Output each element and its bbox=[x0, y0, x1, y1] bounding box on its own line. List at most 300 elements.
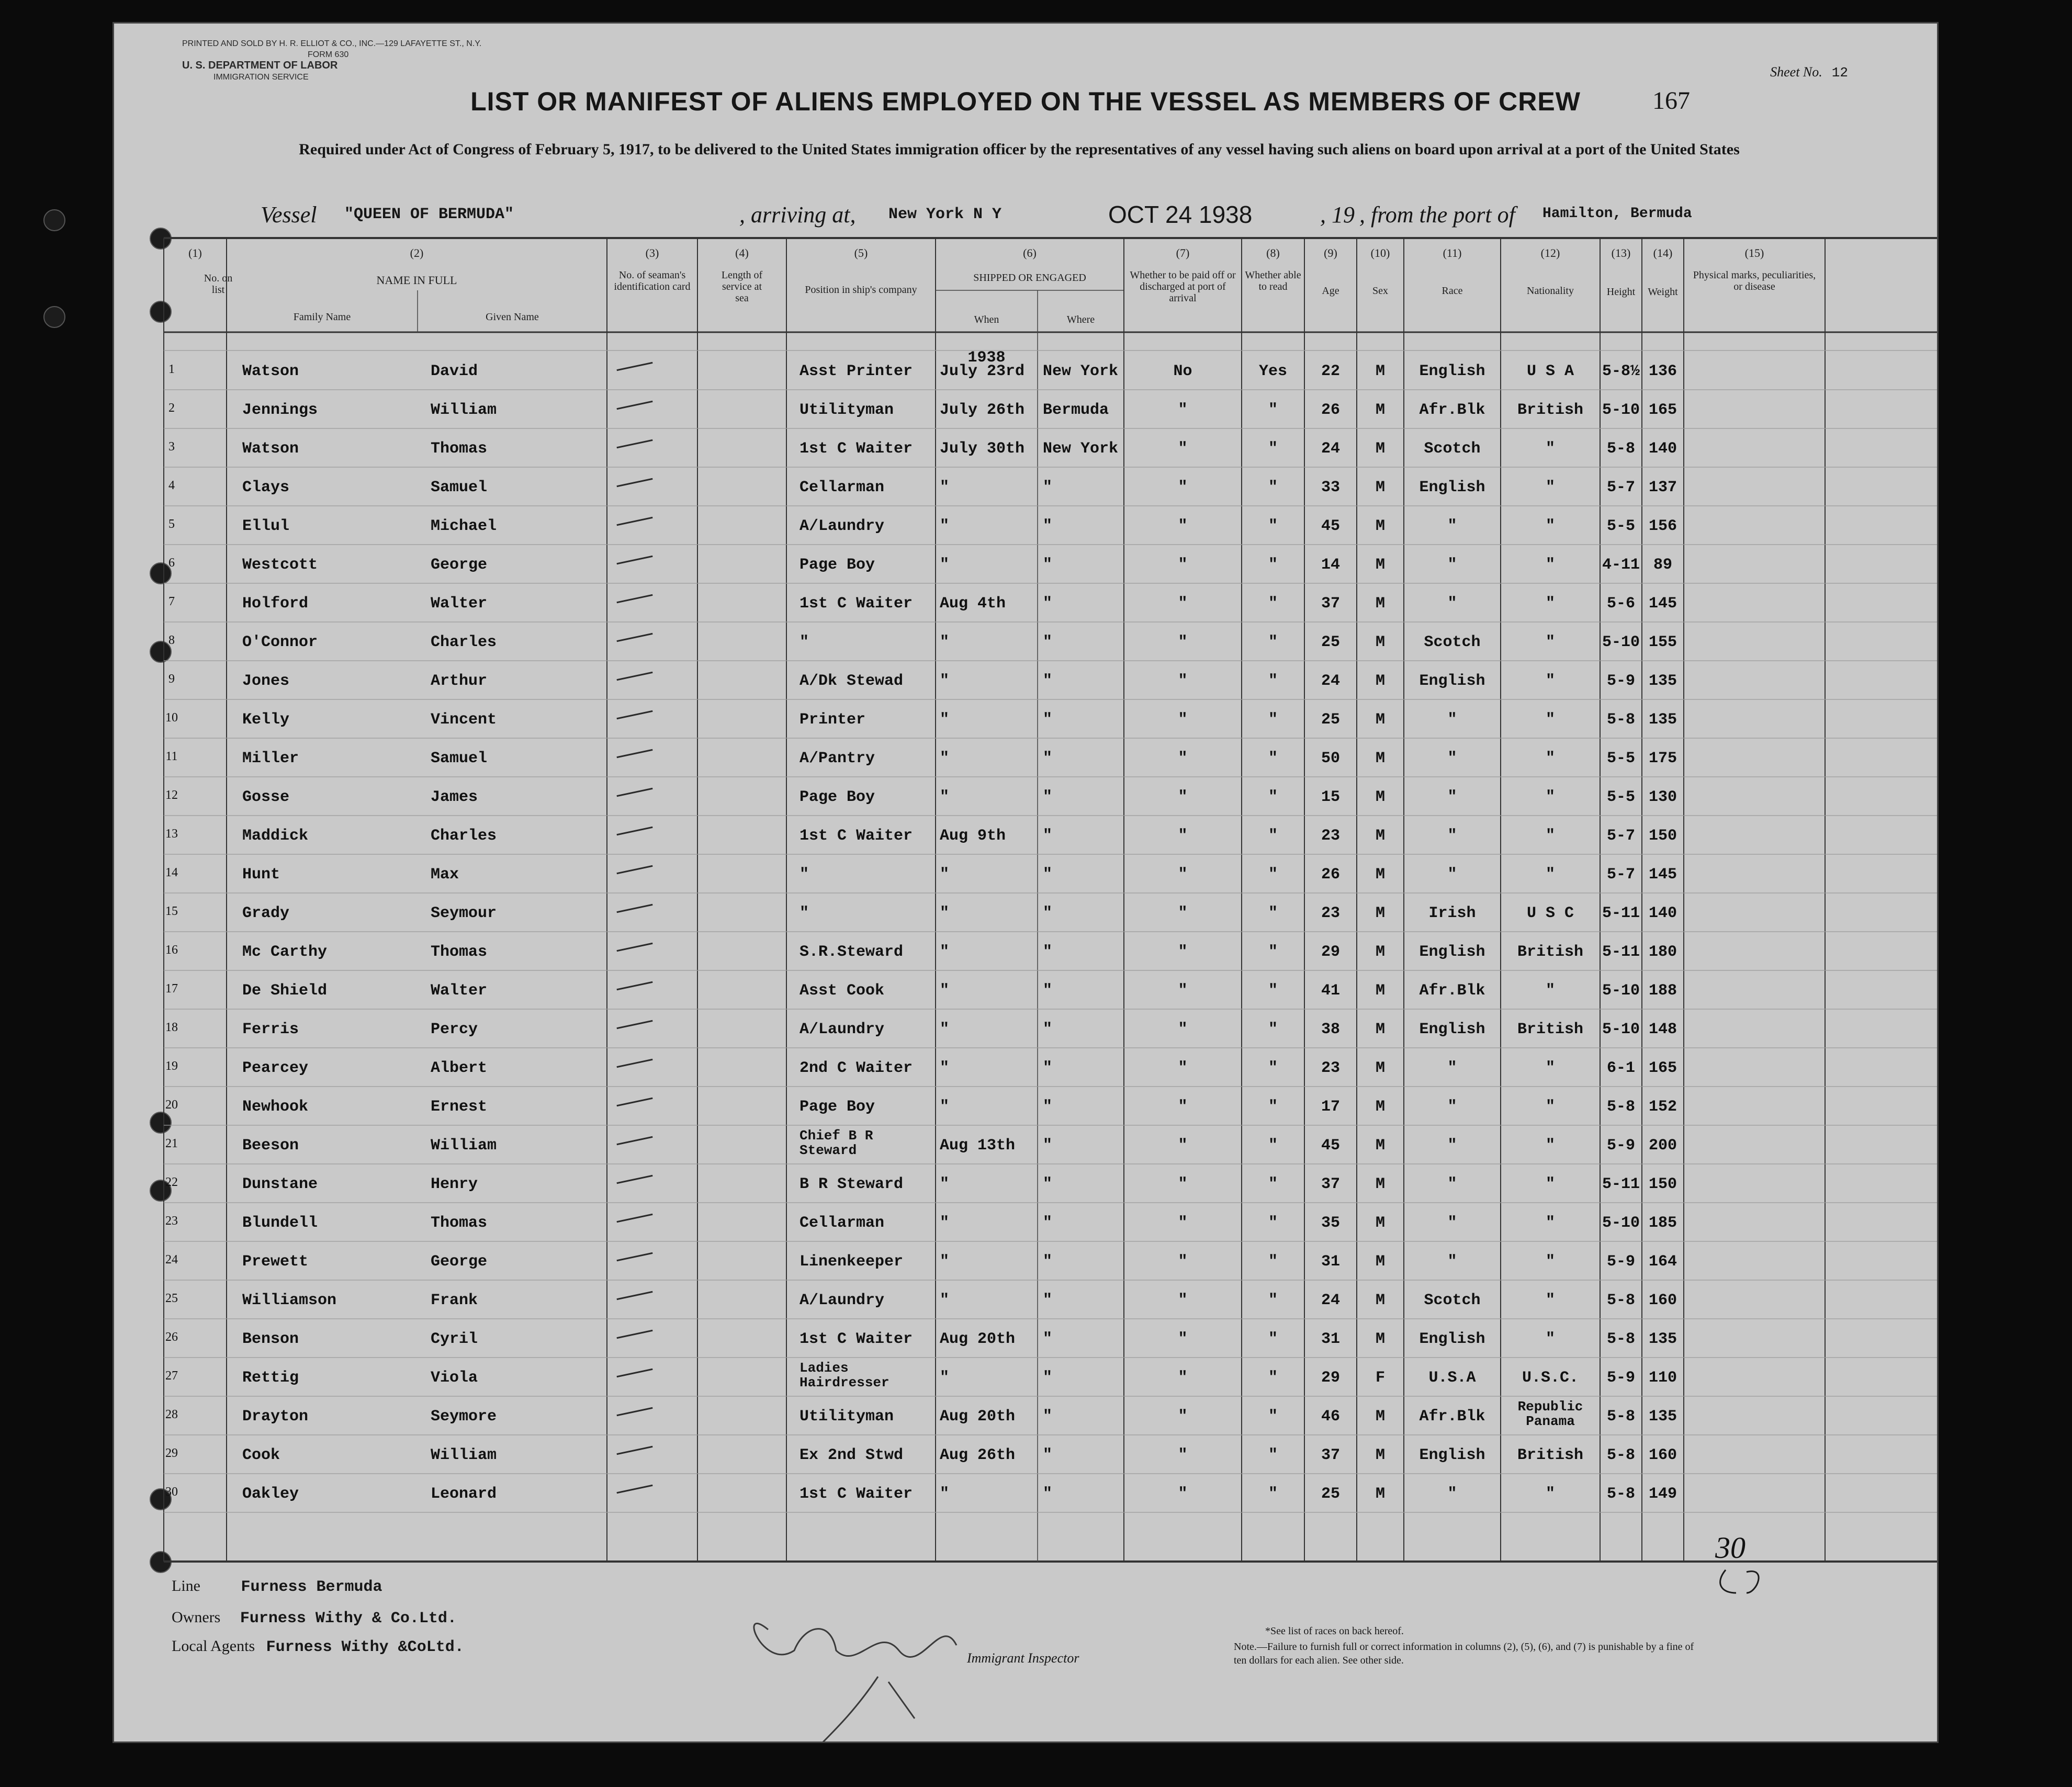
weight: 110 bbox=[1648, 1369, 1677, 1387]
row-number: 2 bbox=[168, 401, 175, 415]
position: Utilityman bbox=[799, 1408, 894, 1426]
position: Asst Printer bbox=[799, 363, 913, 380]
family-name: Miller bbox=[242, 750, 299, 767]
weight: 156 bbox=[1648, 517, 1677, 535]
family-name: Watson bbox=[242, 440, 299, 458]
given-name: Charles bbox=[431, 634, 497, 651]
vessel-name: "QUEEN OF BERMUDA" bbox=[344, 206, 514, 223]
age: 23 bbox=[1321, 1059, 1340, 1077]
sex: M bbox=[1375, 788, 1385, 806]
row-number: 20 bbox=[165, 1098, 178, 1112]
shipped-when: " bbox=[940, 672, 950, 690]
sex: M bbox=[1375, 363, 1385, 380]
race: " bbox=[1447, 1485, 1457, 1503]
shipped-when: " bbox=[940, 1292, 950, 1309]
paid-off: " bbox=[1178, 1369, 1188, 1387]
sex: M bbox=[1375, 827, 1385, 845]
row-number: 27 bbox=[165, 1369, 178, 1383]
given-name: William bbox=[431, 401, 497, 419]
weight: 135 bbox=[1648, 1408, 1677, 1426]
race: " bbox=[1447, 711, 1457, 729]
manifest-sheet bbox=[112, 22, 1939, 1743]
paid-off: " bbox=[1178, 556, 1188, 574]
row-number: 11 bbox=[165, 750, 178, 763]
shipped-where: " bbox=[1043, 904, 1053, 922]
position: B R Steward bbox=[799, 1175, 904, 1193]
given-name: George bbox=[431, 1253, 488, 1271]
sex: M bbox=[1375, 982, 1385, 1000]
height: 5-8 bbox=[1606, 711, 1635, 729]
paid-off: " bbox=[1178, 401, 1188, 419]
height: 5-5 bbox=[1606, 788, 1635, 806]
shipped-where: " bbox=[1043, 1369, 1053, 1387]
height: 5-10 bbox=[1602, 634, 1640, 651]
shipped-where: " bbox=[1043, 1446, 1053, 1464]
family-name: Kelly bbox=[242, 711, 290, 729]
paid-off: " bbox=[1178, 1137, 1188, 1155]
race: " bbox=[1447, 1137, 1457, 1155]
department-name: U. S. DEPARTMENT OF LABOR bbox=[182, 60, 338, 71]
weight: 135 bbox=[1648, 1330, 1677, 1348]
able-to-read: " bbox=[1268, 711, 1278, 729]
weight: 180 bbox=[1648, 943, 1677, 961]
weight: 135 bbox=[1648, 672, 1677, 690]
page-number: 167 bbox=[1652, 87, 1690, 115]
nationality: " bbox=[1545, 479, 1555, 496]
family-name: Jennings bbox=[242, 401, 318, 419]
weight: 150 bbox=[1648, 827, 1677, 845]
height: 4-11 bbox=[1602, 556, 1640, 574]
paid-off: " bbox=[1178, 672, 1188, 690]
age: 15 bbox=[1321, 788, 1340, 806]
height: 5-9 bbox=[1606, 672, 1635, 690]
weight: 135 bbox=[1648, 711, 1677, 729]
shipped-when: " bbox=[940, 1214, 950, 1232]
height: 5-9 bbox=[1606, 1137, 1635, 1155]
shipped-when: July 23rd bbox=[940, 363, 1025, 380]
weight: 165 bbox=[1648, 1059, 1677, 1077]
shipped-when: Aug 13th bbox=[940, 1137, 1016, 1155]
able-to-read: " bbox=[1268, 595, 1278, 613]
given-name: Leonard bbox=[431, 1485, 497, 1503]
family-name: Jones bbox=[242, 672, 290, 690]
able-to-read: " bbox=[1268, 1292, 1278, 1309]
col-idcard-label: No. of seaman's identification card bbox=[614, 269, 691, 292]
height: 5-8 bbox=[1606, 1446, 1635, 1464]
race: English bbox=[1419, 1330, 1485, 1348]
height: 5-8 bbox=[1606, 1485, 1635, 1503]
shipped-where: " bbox=[1043, 634, 1053, 651]
family-name: Mc Carthy bbox=[242, 943, 328, 961]
family-name: De Shield bbox=[242, 982, 328, 1000]
row-number: 17 bbox=[165, 982, 178, 996]
sex: M bbox=[1375, 711, 1385, 729]
position: Page Boy bbox=[799, 556, 875, 574]
shipped-where: " bbox=[1043, 943, 1053, 961]
shipped-where: " bbox=[1043, 1485, 1053, 1503]
row-number: 22 bbox=[165, 1175, 178, 1189]
col-paid-label: Whether to be paid off or discharged at port of arrival bbox=[1130, 269, 1236, 304]
weight: 145 bbox=[1648, 866, 1677, 884]
sex: M bbox=[1375, 904, 1385, 922]
sex: M bbox=[1375, 440, 1385, 458]
given-name: Vincent bbox=[431, 711, 497, 729]
race: English bbox=[1419, 1021, 1485, 1038]
able-to-read: " bbox=[1268, 788, 1278, 806]
col-no-label: No. on list bbox=[204, 273, 233, 296]
col-age-number: (9) bbox=[1324, 246, 1337, 259]
position: 1st C Waiter bbox=[799, 440, 913, 458]
nationality: " bbox=[1545, 440, 1555, 458]
height: 5-8 bbox=[1606, 1098, 1635, 1116]
family-name: Drayton bbox=[242, 1408, 309, 1426]
family-name: Prewett bbox=[242, 1253, 309, 1271]
given-name: Samuel bbox=[431, 750, 488, 767]
height: 5-10 bbox=[1602, 401, 1640, 419]
family-name: Blundell bbox=[242, 1214, 318, 1232]
nationality: U.S.C. bbox=[1522, 1369, 1579, 1387]
weight: 89 bbox=[1653, 556, 1672, 574]
age: 45 bbox=[1321, 517, 1340, 535]
sex: M bbox=[1375, 1098, 1385, 1116]
shipped-where: " bbox=[1043, 1253, 1053, 1271]
shipped-where: " bbox=[1043, 556, 1053, 574]
form-number: FORM 630 bbox=[308, 50, 349, 59]
age: 25 bbox=[1321, 1485, 1340, 1503]
row-number: 12 bbox=[165, 788, 178, 802]
given-name: Walter bbox=[431, 982, 488, 1000]
race: " bbox=[1447, 1098, 1457, 1116]
weight: 164 bbox=[1648, 1253, 1677, 1271]
race: Afr.Blk bbox=[1419, 401, 1485, 419]
able-to-read: " bbox=[1268, 1137, 1278, 1155]
shipped-where: " bbox=[1043, 750, 1053, 767]
sex: M bbox=[1375, 672, 1385, 690]
position: 1st C Waiter bbox=[799, 827, 913, 845]
given-name: William bbox=[431, 1446, 497, 1464]
sex: M bbox=[1375, 556, 1385, 574]
shipped-where: New York bbox=[1043, 440, 1119, 458]
year-annotation: 1938 bbox=[967, 349, 1006, 367]
shipped-when: Aug 20th bbox=[940, 1408, 1016, 1426]
family-name: Watson bbox=[242, 363, 299, 380]
sex: M bbox=[1375, 1021, 1385, 1038]
shipped-where: " bbox=[1043, 827, 1053, 845]
family-name: Holford bbox=[242, 595, 309, 613]
shipped-when: " bbox=[940, 904, 950, 922]
weight: 148 bbox=[1648, 1021, 1677, 1038]
age: 29 bbox=[1321, 1369, 1340, 1387]
family-name: Ellul bbox=[242, 517, 290, 535]
shipped-when: " bbox=[940, 1098, 950, 1116]
position: Page Boy bbox=[799, 1098, 875, 1116]
given-name: David bbox=[431, 363, 478, 380]
shipped-where: " bbox=[1043, 1137, 1053, 1155]
position: " bbox=[799, 904, 809, 922]
position: Ex 2nd Stwd bbox=[799, 1446, 904, 1464]
row-number: 23 bbox=[165, 1214, 178, 1228]
family-name: Maddick bbox=[242, 827, 309, 845]
paid-off: " bbox=[1178, 788, 1188, 806]
row-number: 15 bbox=[165, 904, 178, 918]
sheet-number-value: 12 bbox=[1831, 65, 1848, 81]
height: 5-8 bbox=[1606, 440, 1635, 458]
col-service-label: Length of service at sea bbox=[721, 269, 763, 304]
given-name: Thomas bbox=[431, 943, 488, 961]
row-number: 6 bbox=[168, 556, 175, 570]
shipped-when: Aug 9th bbox=[940, 827, 1006, 845]
height: 5-5 bbox=[1606, 517, 1635, 535]
age: 25 bbox=[1321, 711, 1340, 729]
shipped-when: " bbox=[940, 750, 950, 767]
age: 22 bbox=[1321, 363, 1340, 380]
given-name: George bbox=[431, 556, 488, 574]
weight: 136 bbox=[1648, 363, 1677, 380]
height: 5-10 bbox=[1602, 1021, 1640, 1038]
age: 45 bbox=[1321, 1137, 1340, 1155]
sex: M bbox=[1375, 1059, 1385, 1077]
shipped-where: " bbox=[1043, 1408, 1053, 1426]
given-name: Cyril bbox=[431, 1330, 478, 1348]
col-height-number: (13) bbox=[1611, 246, 1631, 259]
nationality: British bbox=[1517, 1021, 1584, 1038]
shipped-when: Aug 26th bbox=[940, 1446, 1016, 1464]
nationality: British bbox=[1517, 943, 1584, 961]
able-to-read: " bbox=[1268, 1369, 1278, 1387]
arriving-port: New York N Y bbox=[888, 206, 1002, 223]
col-race-number: (11) bbox=[1443, 246, 1462, 259]
col-shipped-label: SHIPPED OR ENGAGED bbox=[973, 272, 1086, 284]
nationality: " bbox=[1545, 634, 1555, 651]
nationality: " bbox=[1545, 788, 1555, 806]
col-name-number: (2) bbox=[410, 246, 424, 259]
given-name: Seymour bbox=[431, 904, 497, 922]
weight: 152 bbox=[1648, 1098, 1677, 1116]
footer-owners-row bbox=[172, 1609, 457, 1627]
paid-off: " bbox=[1178, 1175, 1188, 1193]
age: 38 bbox=[1321, 1021, 1340, 1038]
able-to-read: " bbox=[1268, 1021, 1278, 1038]
row-number: 4 bbox=[168, 479, 175, 492]
nationality: " bbox=[1545, 1485, 1555, 1503]
height: 5-8 bbox=[1606, 1408, 1635, 1426]
age: 50 bbox=[1321, 750, 1340, 767]
form-title: LIST OR MANIFEST OF ALIENS EMPLOYED ON THE VESSEL AS MEMBERS OF CREW bbox=[470, 87, 1581, 116]
col-given-label: Given Name bbox=[486, 311, 539, 323]
shipped-when: " bbox=[940, 943, 950, 961]
sex: M bbox=[1375, 595, 1385, 613]
able-to-read: " bbox=[1268, 634, 1278, 651]
row-number: 1 bbox=[168, 363, 175, 376]
paid-off: " bbox=[1178, 1214, 1188, 1232]
col-weight-label: Weight bbox=[1648, 286, 1678, 298]
row-number: 24 bbox=[165, 1253, 178, 1266]
family-name: O'Connor bbox=[242, 634, 318, 651]
row-number: 21 bbox=[165, 1137, 178, 1150]
race: English bbox=[1419, 672, 1485, 690]
shipped-where: " bbox=[1043, 711, 1053, 729]
family-name: Hunt bbox=[242, 866, 280, 884]
weight: 200 bbox=[1648, 1137, 1677, 1155]
shipped-where: " bbox=[1043, 1021, 1053, 1038]
shipped-when: " bbox=[940, 479, 950, 496]
age: 37 bbox=[1321, 595, 1340, 613]
race: Afr.Blk bbox=[1419, 982, 1485, 1000]
position: A/Dk Stewad bbox=[799, 672, 904, 690]
age: 29 bbox=[1321, 943, 1340, 961]
given-name: Walter bbox=[431, 595, 488, 613]
position: A/Laundry bbox=[799, 1292, 885, 1309]
col-sex-label: Sex bbox=[1372, 285, 1388, 297]
paid-off: " bbox=[1178, 517, 1188, 535]
row-number: 16 bbox=[165, 943, 178, 957]
paid-off: " bbox=[1178, 750, 1188, 767]
row-number: 28 bbox=[165, 1408, 178, 1421]
given-name: Arthur bbox=[431, 672, 488, 690]
able-to-read: " bbox=[1268, 1098, 1278, 1116]
row-number: 9 bbox=[168, 672, 175, 686]
shipped-where: " bbox=[1043, 866, 1053, 884]
col-service-number: (4) bbox=[735, 246, 749, 259]
family-name: Rettig bbox=[242, 1369, 299, 1387]
nationality: British bbox=[1517, 1446, 1584, 1464]
weight: 130 bbox=[1648, 788, 1677, 806]
age: 26 bbox=[1321, 401, 1340, 419]
able-to-read: " bbox=[1268, 904, 1278, 922]
col-position-number: (5) bbox=[854, 246, 868, 259]
nationality: " bbox=[1545, 556, 1555, 574]
family-name: Westcott bbox=[242, 556, 318, 574]
fine-note: Note.—Failure to furnish full or correct information in columns (2), (5), (6), and (7) is punishable by a fine of ten dollars for each alien. See other side. bbox=[1234, 1641, 1694, 1666]
shipped-when: " bbox=[940, 1369, 950, 1387]
shipped-where: " bbox=[1043, 1059, 1053, 1077]
family-name: Pearcey bbox=[242, 1059, 309, 1077]
able-to-read: " bbox=[1268, 672, 1278, 690]
arriving-label: , arriving at, bbox=[739, 202, 856, 228]
nationality: Republic Panama bbox=[1517, 1399, 1583, 1429]
nationality: " bbox=[1545, 711, 1555, 729]
row-number: 29 bbox=[165, 1446, 178, 1460]
col-race-label: Race bbox=[1442, 285, 1463, 297]
weight: 145 bbox=[1648, 595, 1677, 613]
owners-value: Furness Withy & Co.Ltd. bbox=[240, 1610, 457, 1627]
given-name: Frank bbox=[431, 1292, 478, 1309]
service-name: IMMIGRATION SERVICE bbox=[213, 73, 309, 82]
age: 24 bbox=[1321, 440, 1340, 458]
able-to-read: " bbox=[1268, 1330, 1278, 1348]
position: 2nd C Waiter bbox=[799, 1059, 913, 1077]
position: 1st C Waiter bbox=[799, 1485, 913, 1503]
paid-off: " bbox=[1178, 1485, 1188, 1503]
owners-label: Owners bbox=[172, 1609, 221, 1626]
position: A/Laundry bbox=[799, 1021, 885, 1038]
shipped-where: Bermuda bbox=[1043, 401, 1109, 419]
position: " bbox=[799, 866, 809, 884]
weight: 175 bbox=[1648, 750, 1677, 767]
nationality: " bbox=[1545, 1292, 1555, 1309]
nationality: " bbox=[1545, 1098, 1555, 1116]
row-number: 7 bbox=[168, 595, 175, 608]
shipped-where: " bbox=[1043, 672, 1053, 690]
col-sex-number: (10) bbox=[1370, 246, 1390, 259]
row-number: 3 bbox=[168, 440, 175, 454]
able-to-read: " bbox=[1268, 1059, 1278, 1077]
weight: 137 bbox=[1648, 479, 1677, 496]
race: " bbox=[1447, 1253, 1457, 1271]
family-name: Ferris bbox=[242, 1021, 299, 1038]
race: English bbox=[1419, 363, 1485, 380]
height: 5-10 bbox=[1602, 1214, 1640, 1232]
height: 6-1 bbox=[1606, 1059, 1635, 1077]
race: " bbox=[1447, 1059, 1457, 1077]
position: Cellarman bbox=[799, 479, 885, 496]
height: 5-8 bbox=[1606, 1330, 1635, 1348]
height: 5-7 bbox=[1606, 827, 1635, 845]
shipped-where: " bbox=[1043, 1214, 1053, 1232]
shipped-where: " bbox=[1043, 479, 1053, 496]
able-to-read: " bbox=[1268, 943, 1278, 961]
family-name: Grady bbox=[242, 904, 290, 922]
paid-off: " bbox=[1178, 1059, 1188, 1077]
able-to-read: " bbox=[1268, 1485, 1278, 1503]
footer-agents-row bbox=[172, 1637, 464, 1656]
weight: 160 bbox=[1648, 1292, 1677, 1309]
paid-off: " bbox=[1178, 1021, 1188, 1038]
sex: M bbox=[1375, 866, 1385, 884]
weight: 155 bbox=[1648, 634, 1677, 651]
sex: M bbox=[1375, 401, 1385, 419]
age: 17 bbox=[1321, 1098, 1340, 1116]
row-number: 13 bbox=[165, 827, 178, 841]
row-number: 8 bbox=[168, 634, 175, 647]
nationality: " bbox=[1545, 982, 1555, 1000]
shipped-where: " bbox=[1043, 1292, 1053, 1309]
col-name-label: NAME IN FULL bbox=[376, 274, 457, 287]
shipped-when: " bbox=[940, 866, 950, 884]
able-to-read: " bbox=[1268, 517, 1278, 535]
family-name: Newhook bbox=[242, 1098, 309, 1116]
sex: M bbox=[1375, 750, 1385, 767]
height: 5-11 bbox=[1602, 943, 1640, 961]
given-name: James bbox=[431, 788, 478, 806]
height: 5-7 bbox=[1606, 866, 1635, 884]
height: 5-8½ bbox=[1602, 363, 1640, 380]
race: English bbox=[1419, 479, 1485, 496]
age: 35 bbox=[1321, 1214, 1340, 1232]
position: Asst Cook bbox=[799, 982, 885, 1000]
footer-line-row bbox=[172, 1577, 382, 1596]
given-name: Thomas bbox=[431, 1214, 488, 1232]
shipped-when: " bbox=[940, 1021, 950, 1038]
age: 31 bbox=[1321, 1253, 1340, 1271]
sex: M bbox=[1375, 1137, 1385, 1155]
age: 23 bbox=[1321, 827, 1340, 845]
col-read-number: (8) bbox=[1266, 246, 1280, 259]
line-value: Furness Bermuda bbox=[241, 1578, 382, 1596]
shipped-when: " bbox=[940, 711, 950, 729]
nationality: British bbox=[1517, 401, 1584, 419]
family-name: Benson bbox=[242, 1330, 299, 1348]
sex: M bbox=[1375, 1330, 1385, 1348]
agents-value: Furness Withy &CoLtd. bbox=[266, 1638, 464, 1656]
nationality: " bbox=[1545, 517, 1555, 535]
sex: F bbox=[1375, 1369, 1385, 1387]
col-weight-number: (14) bbox=[1653, 246, 1673, 259]
race: " bbox=[1447, 750, 1457, 767]
weight: 160 bbox=[1648, 1446, 1677, 1464]
paid-off: " bbox=[1178, 866, 1188, 884]
given-name: Charles bbox=[431, 827, 497, 845]
